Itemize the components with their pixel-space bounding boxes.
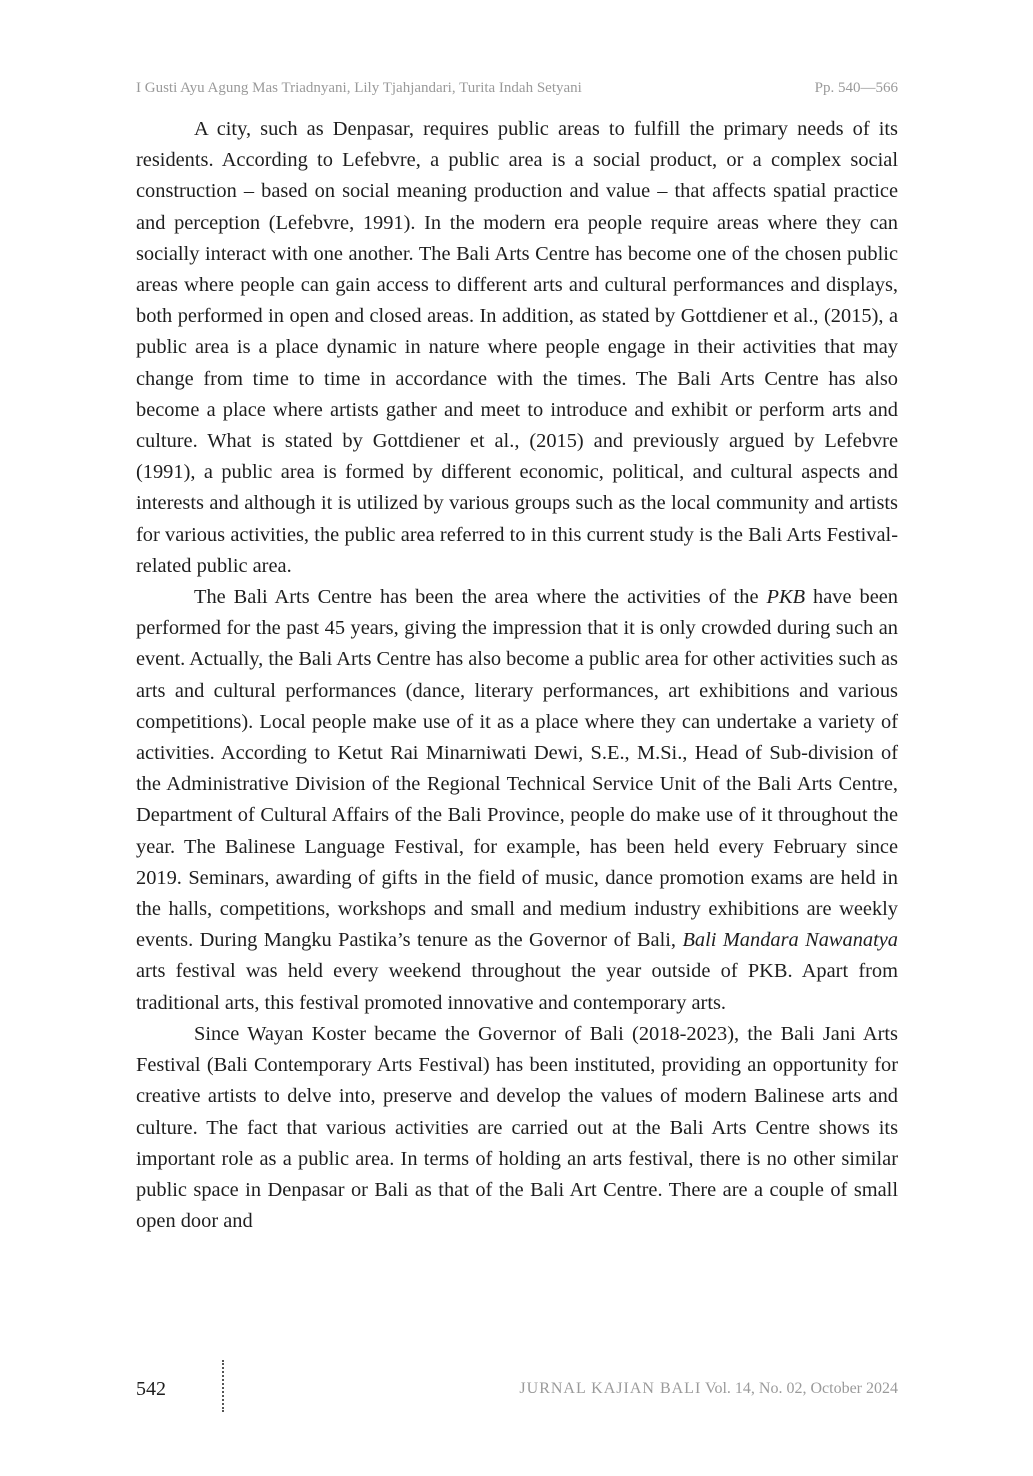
page-number: 542 [136,1378,166,1400]
article-body [136,114,898,1237]
journal-footer [519,1380,898,1398]
paragraph-1 [136,114,898,582]
paragraph-2-text-a: The Bali Arts Centre has been the area where the activities of the [194,586,767,609]
header-page-range: Pp. 540—566 [814,80,898,96]
journal-issue: Vol. 14, No. 02, October 2024 [701,1380,898,1397]
paragraph-2-text-b: have been performed for the past 45 years, giving the impression that it is only crowded during such an event. Actually, the Bali Arts Centre has also become a public area for other activities such as arts and cultural performances (dance, literary performances, art exhibitions and various competitions). Local people make use of it as a place where they can undertake a variety of activities. According to Ketut Rai Minarniwati Dewi, S.E., M.Si., Head of Sub-division of the Administrative Division of the Regional Technical Service Unit of the Bali Arts Centre, Department of Cultural Affairs of the Bali Province, people do make use of it throughout the year. The Balinese Language Festival, for example, has been held every February since 2019. Seminars, awarding of gifts in the field of music, dance promotion exams are held in the halls, competitions, workshops and small and medium industry exhibitions are weekly events. During Mangku Pastika’s tenure as the Governor of Bali, [136,586,898,952]
header-authors: I Gusti Ayu Agung Mas Triadnyani, Lily Tjahjandari, Turita Indah Setyani [136,80,582,96]
paragraph-3 [136,1019,898,1237]
pkb-term: PKB [766,586,806,609]
paragraph-3-text: Since Wayan Koster became the Governor of Bali (2018-2023), the Bali Jani Arts Festival (Bali Contemporary Arts Festival) has been instituted, providing an opportunity for creative artists to delve into, preserve and develop the values of modern Balinese arts and culture. The fact that various activities are carried out at the Bali Arts Centre shows its important role as a public area. In terms of holding an arts festival, there is no other similar public space in Denpasar or Bali as that of the Bali Art Centre. There are a couple of small open door and [136,1022,898,1233]
paragraph-2 [136,582,898,1019]
footer-dotted-divider [222,1360,224,1412]
journal-name: JURNAL KAJIAN BALI [519,1380,702,1397]
paragraph-1-text: A city, such as Denpasar, requires public areas to fulfill the primary needs of its residents. According to Lefebvre, a public area is a social product, or a complex social construction – based on social meaning production and value – that affects spatial practice and perception (Lefebvre, 1991). In the modern era people require areas where they can socially interact with one another. The Bali Arts Centre has become one of the chosen public areas where people can gain access to different arts and cultural performances and displays, both performed in open and closed areas. In addition, as stated by Gottdiener et al., (2015), a public area is a place dynamic in nature where people engage in their activities that may change from time to time in accordance with the times. The Bali Arts Centre has also become a place where artists gather and meet to introduce and exhibit or perform arts and culture. What is stated by Gottdiener et al., (2015) and previously argued by Lefebvre (1991), a public area is formed by different economic, political, and cultural aspects and interests and although it is utilized by various groups such as the local community and artists for various activities, the public area referred to in this current study is the Bali Arts Festival-related public area. [136,118,898,577]
paragraph-2-text-c: arts festival was held every weekend throughout the year outside of PKB. Apart from traditional arts, this festival promoted innovative and contemporary arts. [136,960,898,1014]
festival-name: Bali Mandara Nawanatya [682,929,899,952]
